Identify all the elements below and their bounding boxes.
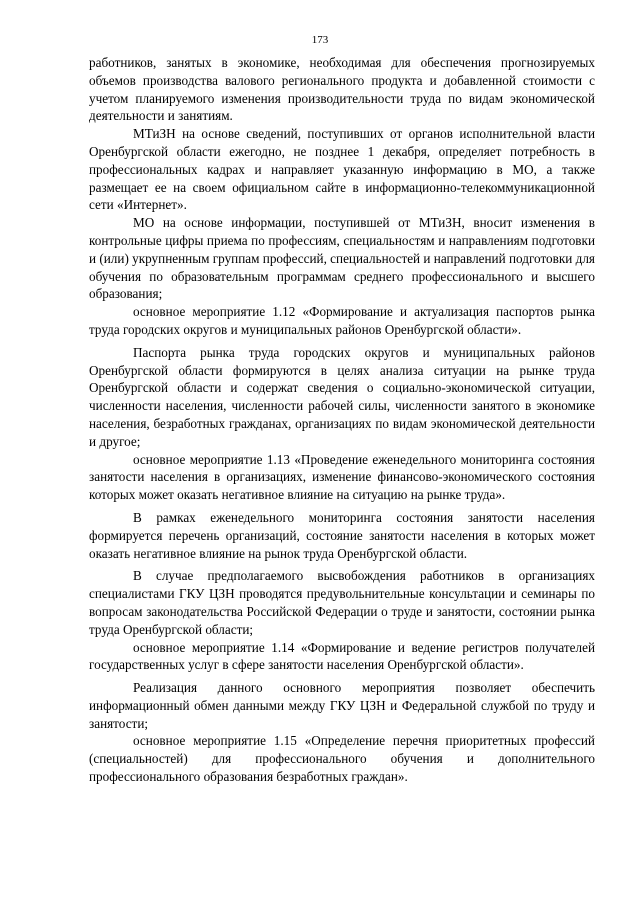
paragraph: МТиЗН на основе сведений, поступивших от органов исполнительной власти Оренбургской области ежегодно, не позднее 1 декабря, определяет потребность в профессиональных кадрах и направляет указанную информацию в МО, а также размещает ее на своем официальном сайте в информационно-телекоммуникационной сети «Интернет». <box>89 126 595 213</box>
page-number: 173 <box>311 34 329 46</box>
paragraph: Реализация данного основного мероприятия позволяет обеспечить информационный обмен данными между ГКУ ЦЗН и Федеральной службой по труду и занятости; <box>89 680 595 731</box>
paragraph: Паспорта рынка труда городских округов и муниципальных районов Оренбургской области формируются в целях анализа ситуации на рынке труда Оренбургской области и содержат сведения о социально-экономической ситуации, численности населения, численности рабочей силы, численности занятого в экономике населения, безработных гражданах, организациях по видам экономической деятельности и другое; <box>89 344 595 449</box>
paragraph: В рамках еженедельного мониторинга состояния занятости населения формируется перечень организаций, состояние занятости населения в которых может оказать негативное влияние на рынок труда Оренбургской области. <box>89 509 595 561</box>
paragraph: основное мероприятие 1.15 «Определение перечня приоритетных профессий (специальностей) для профессионального обучения и дополнительного профессионального образования безработных граждан». <box>89 733 595 785</box>
paragraph: основное мероприятие 1.12 «Формирование и актуализация паспортов рынка труда городских округов и муниципальных районов Оренбургской области». <box>89 304 595 337</box>
paragraph: МО на основе информации, поступившей от МТиЗН, вносит изменения в контрольные цифры приема по профессиям, специальностям и направлениям подготовки и (или) укрупненным группам профессий, специальностей и направлений подготовки для обучения по образовательным программам среднего профессионального и высшего образования; <box>89 215 595 302</box>
paragraph: основное мероприятие 1.14 «Формирование и ведение регистров получателей государственных услуг в сфере занятости населения Оренбургской области». <box>89 639 595 673</box>
paragraph: работников, занятых в экономике, необходимая для обеспечения прогнозируемых объемов производства валового регионального продукта и добавленной стоимости с учетом планируемого изменения производительности труда по видам экономической деятельности и занятиям. <box>89 55 595 124</box>
paragraph: В случае предполагаемого высвобождения работников в организациях специалистами ГКУ ЦЗН проводятся предувольнительные консультации и семинары по вопросам законодательства Российской Федерации о труде и занятости, состоянии рынка труда Оренбургской области; <box>89 568 595 637</box>
paragraph: основное мероприятие 1.13 «Проведение еженедельного мониторинга состояния занятости населения в организациях, изменение финансово-экономического состояния которых может оказать негативное влияние на ситуацию на рынке труда». <box>89 451 595 503</box>
document-body <box>89 54 595 786</box>
